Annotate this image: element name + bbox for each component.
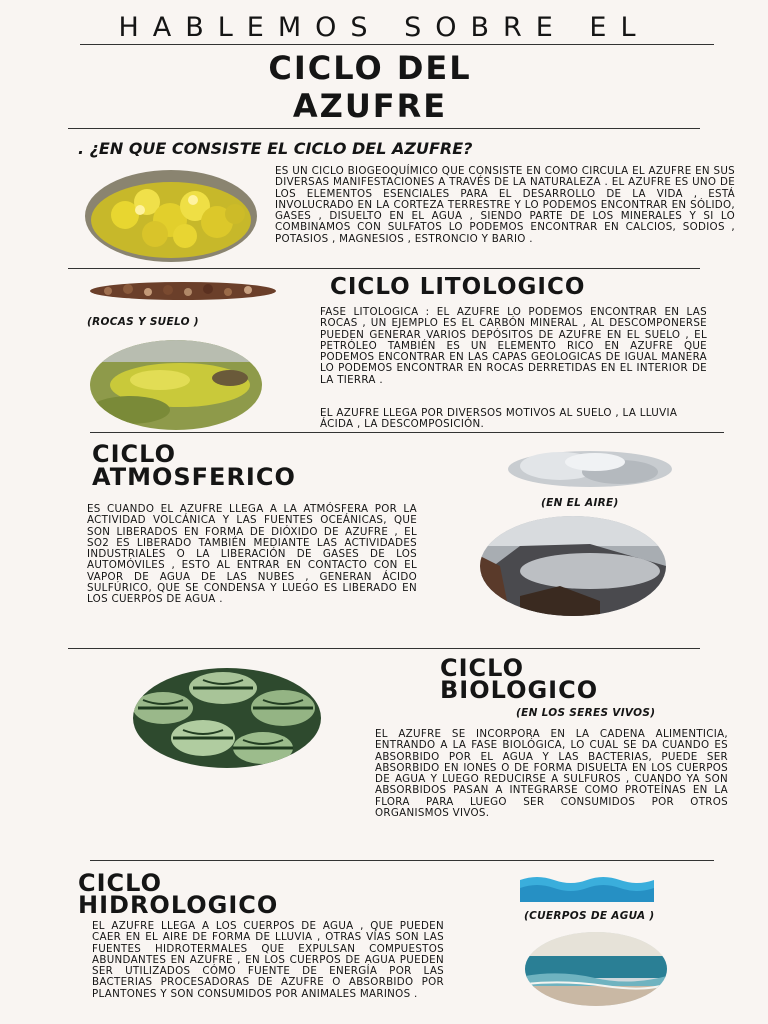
litologico-title: CICLO LITOLOGICO bbox=[330, 274, 586, 300]
divider bbox=[90, 432, 724, 433]
divider bbox=[80, 44, 714, 45]
volcano-image bbox=[480, 516, 666, 616]
divider bbox=[68, 268, 700, 269]
atmosferico-title-line2: ATMOSFERICO bbox=[92, 463, 296, 491]
divider bbox=[68, 128, 700, 129]
intro-text: ES UN CICLO BIOGEOQUÍMICO QUE CONSISTE EN COMO CIRCULA EL AZUFRE EN SUS DIVERSAS MANIFESTACIONES A TRAVÉS DE LA NATURALEZA . EL AZUFRE ES UNO DE LOS ELEMENTOS ESENCIALES PARA EL DESARROLLO DE LA VIDA , ESTÁ INVOLUCRADO EN LA CORTEZA TERRESTRE Y LO PODEMOS ENCONTRAR EN SÓLIDO, GASES , DISUELTO EN EL AGUA , SIENDO PARTE DE LOS MINERALES Y SI LO COMBINAMOS CON SULFATOS LO PODEMOS ENCONTRAR EN CALCIOS, SODIOS , POTASIOS , MAGNESIOS , ESTRONCIO Y BARIO . bbox=[275, 165, 735, 245]
biologico-text: EL AZUFRE SE INCORPORA EN LA CADENA ALIMENTICIA, ENTRANDO A LA FASE BIOLÓGICA, LO CUAL SE DA CUANDO ES ABSORBIDO POR EL AGUA Y LAS BACTERIAS, PUEDE SER ABSORBIDO EN IONES O DE FORMA DISUELTA EN LOS CUERPOS DE AGUA Y LUEGO REDUCIRSE A SULFUROS , CUANDO YA SON ABSORBIDOS PASAN A INTEGRARSE COMO PROTEÍNAS EN LA FLORA PARA LUEGO SER CONSUMIDOS POR OTROS ORGANISMOS VIVOS. bbox=[375, 728, 728, 820]
rock-pebbles-image bbox=[88, 280, 278, 306]
cloud-image bbox=[505, 444, 675, 498]
top-title: HABLEMOS SOBRE EL bbox=[118, 12, 650, 43]
ocean-beach-image bbox=[525, 932, 667, 1006]
biologico-title-line1: CICLO bbox=[440, 654, 524, 682]
biologico-caption: (EN LOS SERES VIVOS) bbox=[516, 707, 656, 719]
atmosferico-title-line1: CICLO bbox=[92, 440, 176, 468]
intro-question: . ¿EN QUE CONSISTE EL CICLO DEL AZUFRE? bbox=[78, 139, 473, 158]
litologico-caption: (ROCAS Y SUELO ) bbox=[87, 316, 199, 328]
hidrologico-text: EL AZUFRE LLEGA A LOS CUERPOS DE AGUA , QUE PUEDEN CAER EN EL AIRE DE FORMA DE LLUVIA , OTRAS VÍAS SON LAS FUENTES HIDROTERMALES QUE EXPULSAN COMPUESTOS ABUNDANTES EN AZUFRE , EN LOS CUERPOS DE AGUA PUEDEN SER UTILIZADOS CÓMO FUENTE DE ENERGÍA POR LAS BACTERIAS PROCESADORAS DE AZUFRE O ABSORBIDO POR PLANTONES Y SON CONSUMIDOS POR ANIMALES MARINOS . bbox=[92, 920, 444, 1000]
hidrologico-caption: (CUERPOS DE AGUA ) bbox=[524, 910, 655, 922]
hidrologico-title-line2: HIDROLOGICO bbox=[78, 891, 279, 919]
main-title-line1: CICLO DEL bbox=[268, 49, 472, 87]
litologico-text: FASE LITOLOGICA : EL AZUFRE LO PODEMOS ENCONTRAR EN LAS ROCAS , UN EJEMPLO ES EL CARBÓN MINERAL , AL DESCOMPONERSE PUEDEN GENERAR VARIOS DEPÓSITOS DE AZUFRE EN EL SUELO , EL PETRÓLEO TAMBIÉN ES UN ELEMENTO RICO EN AZUFRE QUE PODEMOS ENCONTRAR EN LAS CAPAS GEOLOGICAS DE IGUAL MANERA LO PODEMOS ENCONTRAR EN ROCAS DERRETIDAS EN EL INTERIOR DE LA TIERRA . bbox=[320, 306, 707, 386]
atmosferico-caption: (EN EL AIRE) bbox=[541, 497, 619, 509]
biologico-title-line2: BIOLOGICO bbox=[440, 676, 599, 704]
divider bbox=[68, 648, 700, 649]
sulfur-fumarole-image bbox=[90, 340, 262, 430]
litologico-text-2: EL AZUFRE LLEGA POR DIVERSOS MOTIVOS AL SUELO , LA LLUVIA ÁCIDA , LA DESCOMPOSICIÓN. bbox=[320, 407, 678, 431]
sulfur-crystal-image bbox=[85, 170, 257, 262]
plant-leaves-image bbox=[133, 668, 321, 768]
main-title-line2: AZUFRE bbox=[292, 87, 448, 125]
hidrologico-title-line1: CICLO bbox=[78, 869, 162, 897]
atmosferico-text: ES CUANDO EL AZUFRE LLEGA A LA ATMÓSFERA POR LA ACTIVIDAD VOLCÁNICA Y LAS FUENTES OCEÁNICAS, QUE SON LIBERADOS EN FORMA DE DIÓXIDO DE AZUFRE , EL SO2 ES LIBERADO TAMBIÉN MEDIANTE LAS ACTIVIDADES INDUSTRIALES O LA LIBERACIÓN DE GASES DE LOS AUTOMÓVILES , ESTO AL ENTRAR EN CONTACTO CON EL VAPOR DE AGUA DE LAS NUBES , GENERAN ÁCIDO SULFÚRICO, QUE SE CONDENSA Y LUEGO ES LIBERADO EN LOS CUERPOS DE AGUA . bbox=[87, 503, 417, 606]
water-waves-image bbox=[520, 872, 654, 906]
divider bbox=[90, 860, 714, 861]
